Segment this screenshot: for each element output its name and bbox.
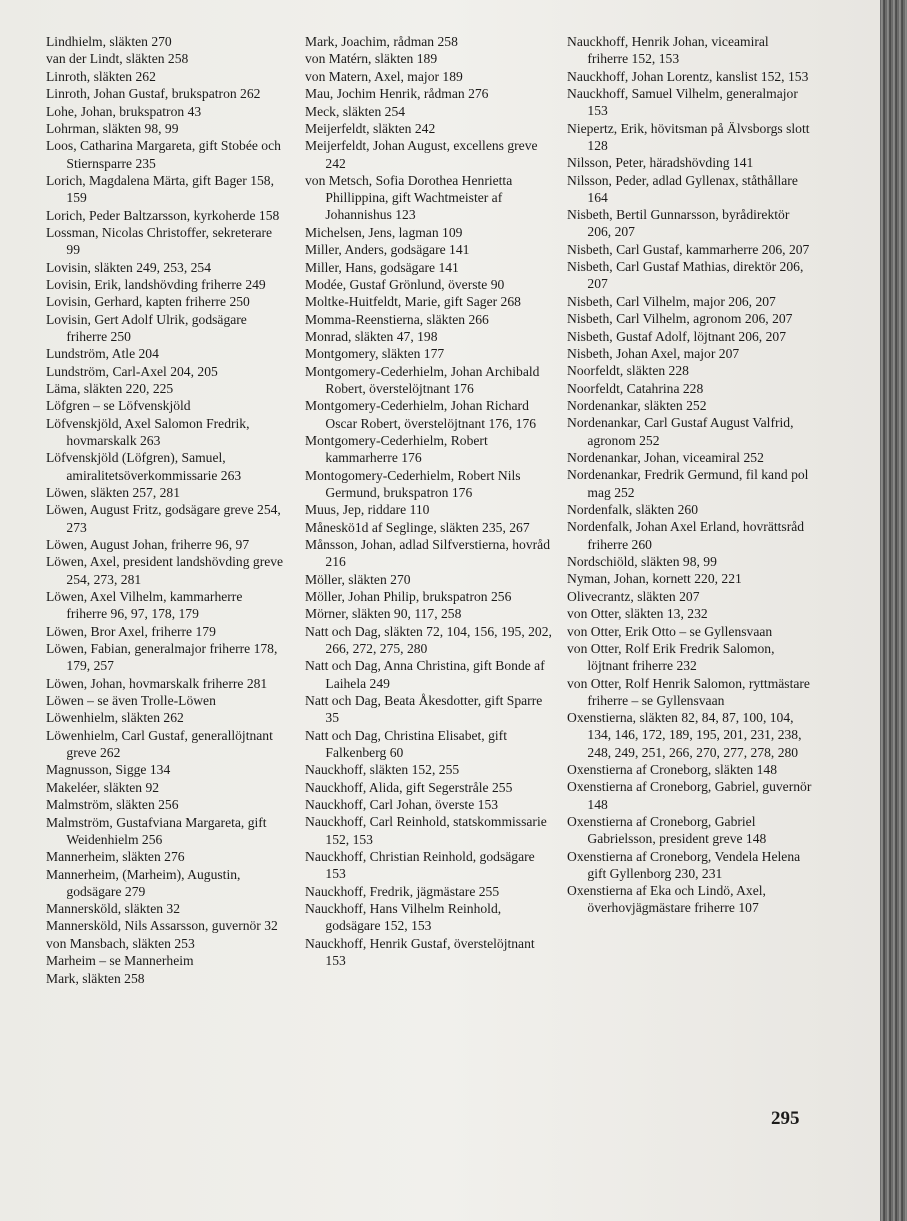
index-entry: von Otter, Rolf Henrik Salomon, ryttmästare friherre – se Gyllensvaan <box>567 675 810 708</box>
index-entry: Montgomery, släkten 177 <box>305 346 445 362</box>
index-entry: Nauckhoff, Samuel Vilhelm, generalmajor 153 <box>567 85 798 119</box>
index-entry: Möller, Johan Philip, brukspatron 256 <box>305 589 512 604</box>
index-entry: Nyman, Johan, kornett 220, 221 <box>567 571 742 587</box>
index-entry: Natt och Dag, Anna Christina, gift Bonde af Laihela 249 <box>305 658 545 691</box>
index-entry: Nauckhoff, Alida, gift Segerstråle 255 <box>305 779 513 795</box>
index-entry: Mannerheim, släkten 276 <box>46 849 185 865</box>
index-entry: Oxenstierna af Eka och Lindö, Axel, överhovjägmästare friherre 107 <box>567 883 766 916</box>
index-entry: Löfvenskjöld, Axel Salomon Fredrik, hovmarskalk 263 <box>46 415 250 449</box>
index-entry: Nauckhoff, Henrik Gustaf, överstelöjtnant 153 <box>305 935 535 968</box>
index-entry: Oxenstierna af Croneborg, släkten 148 <box>567 761 778 777</box>
index-column-2 <box>305 33 553 969</box>
index-entry: Malmström, Gustafviana Margareta, gift Weidenhielm 256 <box>46 814 267 847</box>
index-entry: Moltke-Huitfeldt, Marie, gift Sager 268 <box>305 294 521 310</box>
index-entry: Löwen, Bror Axel, friherre 179 <box>46 623 216 639</box>
index-entry: Nordenankar, släkten 252 <box>567 398 707 414</box>
index-entry: Löwen, August Johan, friherre 96, 97 <box>46 537 250 553</box>
index-entry: Nilsson, Peder, adlad Gyllenax, ståthållare 164 <box>567 172 798 205</box>
index-entry: Montgomery-Cederhielm, Johan Archibald Robert, överstelöjtnant 176 <box>305 363 540 397</box>
index-entry: Måneskö1d af Seglinge, släkten 235, 267 <box>305 519 530 535</box>
index-entry: Momma-Reenstierna, släkten 266 <box>305 311 489 327</box>
index-entry: Meijerfeldt, Johan August, excellens greve 242 <box>305 138 538 171</box>
index-entry: Löfgren – se Löfvenskjöld <box>46 398 191 414</box>
index-entry: Nordenankar, Johan, viceamiral 252 <box>567 450 764 466</box>
index-entry: Oxenstierna af Croneborg, Gabriel Gabrielsson, president greve 148 <box>567 813 767 847</box>
index-entry: Nisbeth, Carl Vilhelm, major 206, 207 <box>567 293 776 309</box>
index-entry: Nordenankar, Carl Gustaf August Valfrid, agronom 252 <box>567 415 794 448</box>
index-entry: Nisbeth, Carl Gustaf Mathias, direktör 206, 207 <box>567 259 804 292</box>
index-entry: Läma, släkten 220, 225 <box>46 381 174 397</box>
index-entry: Nisbeth, Gustaf Adolf, löjtnant 206, 207 <box>567 328 786 344</box>
index-entry: Montgomery-Cederhielm, Johan Richard Oscar Robert, överstelöjtnant 176, 176 <box>305 398 537 431</box>
index-entry: Muus, Jep, riddare 110 <box>305 502 430 518</box>
index-entry: Miller, Hans, godsägare 141 <box>305 259 459 275</box>
index-entry: Miller, Anders, godsägare 141 <box>305 242 470 258</box>
index-entry: Mannersköld, Nils Assarsson, guvernör 32 <box>46 918 278 934</box>
index-entry: Löwen, August Fritz, godsägare greve 254, 273 <box>46 502 281 535</box>
index-entry: Löwen, Johan, hovmarskalk friherre 281 <box>46 675 268 691</box>
index-column-1 <box>46 33 284 987</box>
index-entry: Linroth, Johan Gustaf, brukspatron 262 <box>46 86 261 102</box>
index-entry: Nauckhoff, Henrik Johan, viceamiral friherre 152, 153 <box>567 34 769 67</box>
index-entry: Löwen, Axel, president landshövding greve 254, 273, 281 <box>46 554 284 587</box>
page-number: 295 <box>771 1108 800 1129</box>
index-entry: Nisbeth, Johan Axel, major 207 <box>567 345 740 361</box>
index-entry: Noorfeldt, släkten 228 <box>567 363 689 379</box>
index-entry: von Metsch, Sofia Dorothea Henrietta Phillippina, gift Wachtmeister af Johannishus 123 <box>305 172 513 223</box>
index-entry: Oxenstierna af Croneborg, Vendela Helena gift Gyllenborg 230, 231 <box>567 848 801 881</box>
index-entry: Löwen, Fabian, generalmajor friherre 178, 179, 257 <box>46 640 278 674</box>
index-entry: Mörner, släkten 90, 117, 258 <box>305 606 462 622</box>
index-entry: Nauckhoff, Fredrik, jägmästare 255 <box>305 883 500 899</box>
index-entry: Meck, släkten 254 <box>305 103 406 119</box>
index-entry: Niepertz, Erik, hövitsman på Älvsborgs slott 128 <box>567 120 810 153</box>
index-entry: Lorich, Magdalena Märta, gift Bager 158, 159 <box>46 172 274 206</box>
index-entry: Löwen, Axel Vilhelm, kammarherre friherre 96, 97, 178, 179 <box>46 589 243 622</box>
index-entry: Nisbeth, Bertil Gunnarsson, byrådirektör 206, 207 <box>567 207 790 240</box>
index-entry: Nilsson, Peter, häradshövding 141 <box>567 155 754 171</box>
index-entry: von Otter, släkten 13, 232 <box>567 606 708 622</box>
index-entry: Malmström, släkten 256 <box>46 797 179 813</box>
index-entry: Modée, Gustaf Grönlund, överste 90 <box>305 276 505 292</box>
index-entry: Nisbeth, Carl Vilhelm, agronom 206, 207 <box>567 311 793 327</box>
index-entry: Mannerheim, (Marheim), Augustin, godsägare 279 <box>46 866 241 899</box>
index-entry: Löwen – se även Trolle-Löwen <box>46 692 216 708</box>
index-entry: Löwenhielm, Carl Gustaf, generallöjtnant greve 262 <box>46 727 273 760</box>
index-entry: Mannersköld, släkten 32 <box>46 901 181 917</box>
index-entry: Olivecrantz, släkten 207 <box>567 588 700 604</box>
index-entry: Oxenstierna af Croneborg, Gabriel, guvernör 148 <box>567 779 812 812</box>
index-entry: Lundström, Carl-Axel 204, 205 <box>46 363 218 379</box>
index-entry: Nordenfalk, Johan Axel Erland, hovrättsråd friherre 260 <box>567 519 805 552</box>
index-entry: Magnusson, Sigge 134 <box>46 762 171 778</box>
index-entry: Löwen, släkten 257, 281 <box>46 485 181 501</box>
index-entry: Mark, släkten 258 <box>46 970 145 986</box>
index-entry: Mau, Jochim Henrik, rådman 276 <box>305 86 489 102</box>
index-entry: Månsson, Johan, adlad Silfverstierna, hovråd 216 <box>305 537 551 570</box>
index-entry: Lovisin, Gerhard, kapten friherre 250 <box>46 294 250 310</box>
index-entry: Monrad, släkten 47, 198 <box>305 329 438 345</box>
index-entry: von Otter, Rolf Erik Fredrik Salomon, löjtnant friherre 232 <box>567 640 775 674</box>
index-entry: Lohe, Johan, brukspatron 43 <box>46 103 202 119</box>
index-column-3 <box>567 33 812 917</box>
index-entry: Nauckhoff, Carl Reinhold, statskommissarie 152, 153 <box>305 814 547 847</box>
index-entry: Löwenhielm, släkten 262 <box>46 710 184 726</box>
index-entry: Natt och Dag, Beata Åkesdotter, gift Sparre 35 <box>305 692 543 726</box>
page-edge <box>880 0 907 1221</box>
index-entry: Nordenankar, Fredrik Germund, fil kand pol mag 252 <box>567 467 809 500</box>
index-entry: Noorfeldt, Catahrina 228 <box>567 380 704 396</box>
index-entry: Nauckhoff, Hans Vilhelm Reinhold, godsägare 152, 153 <box>305 900 502 934</box>
index-entry: Lovisin, Gert Adolf Ulrik, godsägare friherre 250 <box>46 311 247 344</box>
index-entry: Nauckhoff, Johan Lorentz, kanslist 152, 153 <box>567 68 809 84</box>
index-entry: Marheim – se Mannerheim <box>46 953 194 969</box>
index-entry: Lovisin, släkten 249, 253, 254 <box>46 259 212 275</box>
index-entry: Nauckhoff, släkten 152, 255 <box>305 762 460 778</box>
index-entry: Lovisin, Erik, landshövding friherre 249 <box>46 276 266 292</box>
index-entry: Mark, Joachim, rådman 258 <box>305 34 458 49</box>
index-entry: Lundström, Atle 204 <box>46 346 159 362</box>
index-entry: Oxenstierna, släkten 82, 84, 87, 100, 104, 134, 146, 172, 189, 195, 201, 231, 238, 248, 249, 251, 266, 270, 277, 278, 280 <box>567 710 802 760</box>
index-entry: Möller, släkten 270 <box>305 571 411 587</box>
index-entry: Lorich, Peder Baltzarsson, kyrkoherde 158 <box>46 207 280 223</box>
index-entry: Lindhielm, släkten 270 <box>46 34 172 49</box>
index-entry: von Matérn, släkten 189 <box>305 51 438 67</box>
index-entry: Michelsen, Jens, lagman 109 <box>305 224 463 240</box>
index-entry: Nauckhoff, Carl Johan, överste 153 <box>305 796 499 812</box>
index-entry: Nisbeth, Carl Gustaf, kammarherre 206, 207 <box>567 241 810 257</box>
index-entry: Loos, Catharina Margareta, gift Stobée och Stiernsparre 235 <box>46 138 281 171</box>
index-entry: Nordschiöld, släkten 98, 99 <box>567 554 717 570</box>
index-entry: Montogomery-Cederhielm, Robert Nils Germund, brukspatron 176 <box>305 467 521 500</box>
index-entry: Nordenfalk, släkten 260 <box>567 502 698 518</box>
index-entry: von Mansbach, släkten 253 <box>46 935 195 951</box>
index-entry: Natt och Dag, släkten 72, 104, 156, 195, 202, 266, 272, 275, 280 <box>305 623 552 656</box>
index-entry: Löfvenskjöld (Löfgren), Samuel, amiralitetsöverkommissarie 263 <box>46 450 242 483</box>
index-entry: Montgomery-Cederhielm, Robert kammarherre 176 <box>305 433 488 466</box>
index-entry: van der Lindt, släkten 258 <box>46 51 189 67</box>
index-entry: von Otter, Erik Otto – se Gyllensvaan <box>567 623 773 639</box>
index-entry: Natt och Dag, Christina Elisabet, gift Falkenberg 60 <box>305 727 507 760</box>
index-entry: Meijerfeldt, släkten 242 <box>305 120 436 136</box>
index-entry: Lossman, Nicolas Christoffer, sekreterare 99 <box>46 224 273 258</box>
index-entry: Linroth, släkten 262 <box>46 68 156 84</box>
index-entry: Nauckhoff, Christian Reinhold, godsägare 153 <box>305 848 535 882</box>
index-entry: von Matern, Axel, major 189 <box>305 68 463 84</box>
index-entry: Lohrman, släkten 98, 99 <box>46 120 179 136</box>
index-entry: Makeléer, släkten 92 <box>46 779 160 795</box>
